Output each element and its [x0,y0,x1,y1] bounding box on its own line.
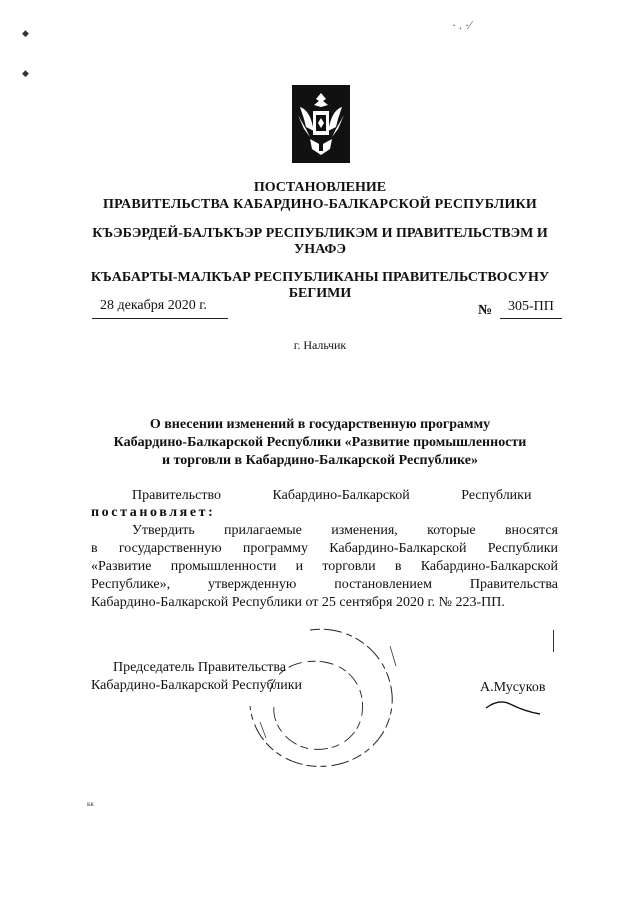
subject-line1: О внесении изменений в государственную программу [149,417,491,432]
margin-mark-bottom: кк [87,800,94,808]
decree-number: 305-ПП [508,299,554,314]
body-paragraph1-line2: постановляет: [91,505,216,520]
body-paragraph2-line3: «Развитие промышленности и торговли в Кабардино-Балкарской [91,559,558,574]
body-paragraph2-line2: в государственную программу Кабардино-Балкарской Республики [91,541,558,556]
subject-line3: и торговли в Кабардино-Балкарской Республике» [162,453,478,468]
official-stamp [240,622,400,772]
scan-speck: ◆ [22,68,29,78]
city-name: г. Нальчик [293,338,347,352]
body-paragraph2-line4: Республике», утвержденную постановлением Правительства [91,577,558,592]
scan-speck: ◆ [22,28,29,38]
signatory-position-line1: Председатель Правительства [113,660,286,675]
decree-date: 28 декабря 2020 г. [100,298,207,313]
scan-mark [553,630,554,652]
decree-title: ПОСТАНОВЛЕНИЕ [253,180,387,195]
government-name-ru: ПРАВИТЕЛЬСТВА КАБАРДИНО-БАЛКАРСКОЙ РЕСПУБЛИКИ [102,197,538,212]
body-paragraph2-line1: Утвердить прилагаемые изменения, которые вносятся [132,523,558,538]
number-label: № [478,303,493,318]
handwritten-signature [484,694,544,718]
government-name-krc-line2: БЕГИМИ [288,286,352,301]
government-name-kbd-line1: КЪЭБЭРДЕЙ-БАЛЪКЪЭР РЕСПУБЛИКЭМ И ПРАВИТЕЛЬСТВЭМ И [92,226,548,241]
signatory-name: А.Мусуков [480,680,546,695]
margin-mark-top: · . ·∕ [452,18,471,32]
coat-of-arms-emblem [292,85,350,163]
subject-line2: Кабардино-Балкарской Республики «Развитие промышленности [113,435,527,450]
date-underline [92,318,228,319]
number-underline [500,318,562,319]
body-paragraph2-line5: Кабардино-Балкарской Республики от 25 сентября 2020 г. № 223-ПП. [91,595,505,610]
signatory-position-line2: Кабардино-Балкарской Республики [91,678,302,693]
body-paragraph1-line1: Правительство Кабардино-Балкарской Республики [132,488,532,503]
government-name-krc-line1: КЪАБАРТЫ-МАЛКЪАР РЕСПУБЛИКАНЫ ПРАВИТЕЛЬСТВОСУНУ [90,270,550,285]
government-name-kbd-line2: УНАФЭ [294,242,346,257]
